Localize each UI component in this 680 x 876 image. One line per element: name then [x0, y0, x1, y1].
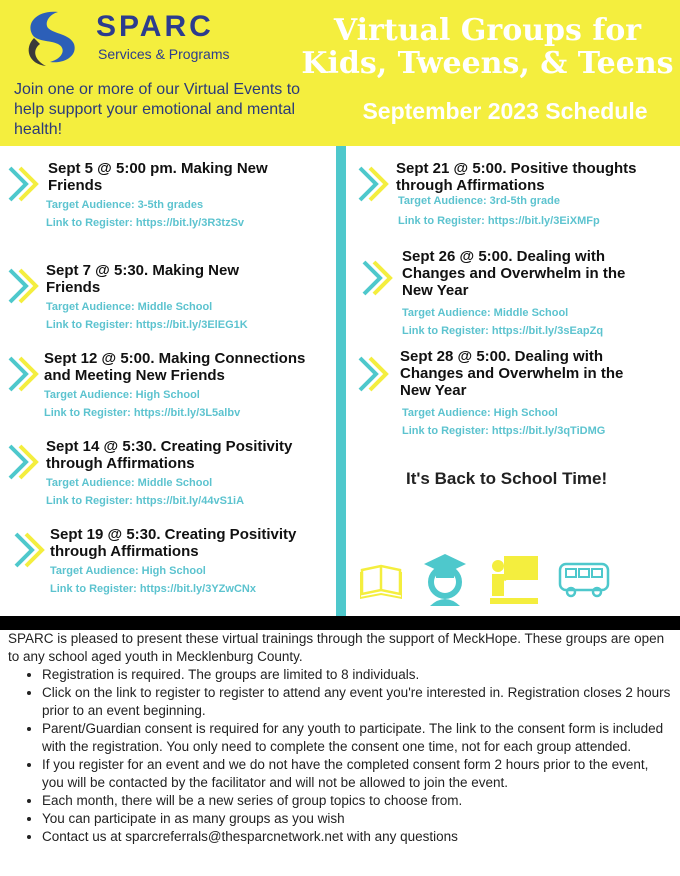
event-title: Sept 21 @ 5:00. Positive thoughts through Affirmations: [396, 160, 637, 194]
right-event-column: [346, 146, 680, 616]
event-item: [6, 436, 336, 516]
logo-subtitle: Services & Programs: [98, 46, 230, 62]
chevron-right-icon: [6, 442, 40, 482]
title-line-2: Kids, Tweens, & Teens: [301, 46, 674, 81]
event-audience: Target Audience: High School: [402, 407, 558, 419]
chevron-right-icon: [6, 266, 40, 306]
chevron-right-icon: [360, 258, 394, 298]
event-audience: Target Audience: High School: [44, 389, 200, 401]
event-item: [6, 260, 336, 340]
sparc-logo: [20, 8, 260, 70]
event-title: Sept 5 @ 5:00 pm. Making New Friends: [48, 160, 268, 194]
sparc-swoosh-icon: [20, 8, 90, 68]
bullet-item: • Contact us at sparcreferrals@thesparcnetwork.net with any questions: [42, 828, 672, 846]
graduate-icon: [422, 552, 468, 606]
chevron-right-icon: [6, 164, 40, 204]
event-register-link[interactable]: Link to Register: https://bit.ly/44vS1iA: [46, 495, 245, 507]
event-title: Sept 12 @ 5:00. Making Connections and Meeting New Friends: [44, 350, 306, 384]
school-icons-row: [360, 552, 660, 608]
event-audience: Target Audience: 3rd-5th grade: [398, 195, 560, 207]
body-intro: SPARC is pleased to present these virtual trainings through the support of MeckHope. These groups are open to any school aged youth in Mecklenburg County.: [8, 631, 665, 664]
logo-wordmark: SPARC: [96, 10, 214, 43]
section-divider-bar: [0, 616, 680, 630]
event-title: Sept 7 @ 5:30. Making New Friends: [46, 262, 240, 296]
event-register-link[interactable]: Link to Register: https://bit.ly/3L5albv: [44, 407, 241, 419]
event-register-link[interactable]: Link to Register: https://bit.ly/3ElEG1K: [46, 319, 248, 331]
event-item: [6, 348, 336, 428]
event-audience: Target Audience: High School: [50, 565, 206, 577]
event-title: Sept 28 @ 5:00. Dealing with Changes and Overwhelm in the New Year: [400, 348, 624, 399]
event-audience: Target Audience: Middle School: [46, 301, 213, 313]
column-divider: [336, 146, 346, 616]
bullet-item: • If you register for an event and we do not have the completed consent form 2 hours prior to the event, you will be contacted by the facilitator and will not be allowed to join the event.: [42, 756, 672, 792]
bullet-item: • Registration is required. The groups are limited to 8 individuals.: [42, 666, 672, 684]
chevron-right-icon: [356, 164, 390, 204]
event-register-link[interactable]: Link to Register: https://bit.ly/3YZwCNx: [50, 583, 256, 595]
bus-icon: [558, 560, 610, 600]
left-event-column: [0, 146, 336, 616]
event-item: [356, 348, 680, 448]
info-bullet-list: [8, 666, 672, 846]
event-audience: Target Audience: Middle School: [46, 477, 213, 489]
event-item: [360, 246, 680, 346]
chevron-right-icon: [356, 354, 390, 394]
bullet-item: • You can participate in as many groups as you wish: [42, 810, 672, 828]
intro-text: Join one or more of our Virtual Events to help support your emotional and mental health!: [14, 81, 301, 138]
teacher-icon: [490, 552, 540, 606]
event-audience: Target Audience: Middle School: [402, 307, 569, 319]
event-audience: Target Audience: 3-5th grades: [46, 199, 204, 211]
chevron-right-icon: [12, 530, 46, 570]
back-to-school-text: It's Back to School Time!: [406, 469, 608, 488]
event-item: [12, 524, 336, 604]
header-banner: [0, 0, 680, 146]
event-register-link[interactable]: Link to Register: https://bit.ly/3R3tzSv: [46, 217, 245, 229]
bullet-item: • Parent/Guardian consent is required for any youth to participate. The link to the consent form is included with the registration. You only need to complete the consent one time, not for each group attended.: [42, 720, 672, 756]
page-title: [300, 14, 675, 80]
event-register-link[interactable]: Link to Register: https://bit.ly/3EiXMFp: [398, 215, 600, 227]
schedule-subtitle: September 2023 Schedule: [362, 98, 648, 124]
event-item: [356, 158, 680, 238]
chevron-right-icon: [6, 354, 40, 394]
event-title: Sept 19 @ 5:30. Creating Positivity through Affirmations: [50, 526, 297, 560]
bullet-item: • Click on the link to register to register to attend any event you're interested in. Registration closes 2 hours prior to an event beginning.: [42, 684, 672, 720]
event-title: Sept 26 @ 5:00. Dealing with Changes and Overwhelm in the New Year: [402, 248, 626, 299]
event-register-link[interactable]: Link to Register: https://bit.ly/3sEapZq: [402, 325, 604, 337]
event-item: [6, 158, 336, 238]
title-line-1: Virtual Groups for: [333, 13, 642, 48]
book-icon: [360, 560, 402, 600]
information-section: [8, 630, 672, 846]
event-title: Sept 14 @ 5:30. Creating Positivity through Affirmations: [46, 438, 293, 472]
bullet-item: • Each month, there will be a new series of group topics to choose from.: [42, 792, 672, 810]
event-register-link[interactable]: Link to Register: https://bit.ly/3qTiDMG: [402, 425, 606, 437]
